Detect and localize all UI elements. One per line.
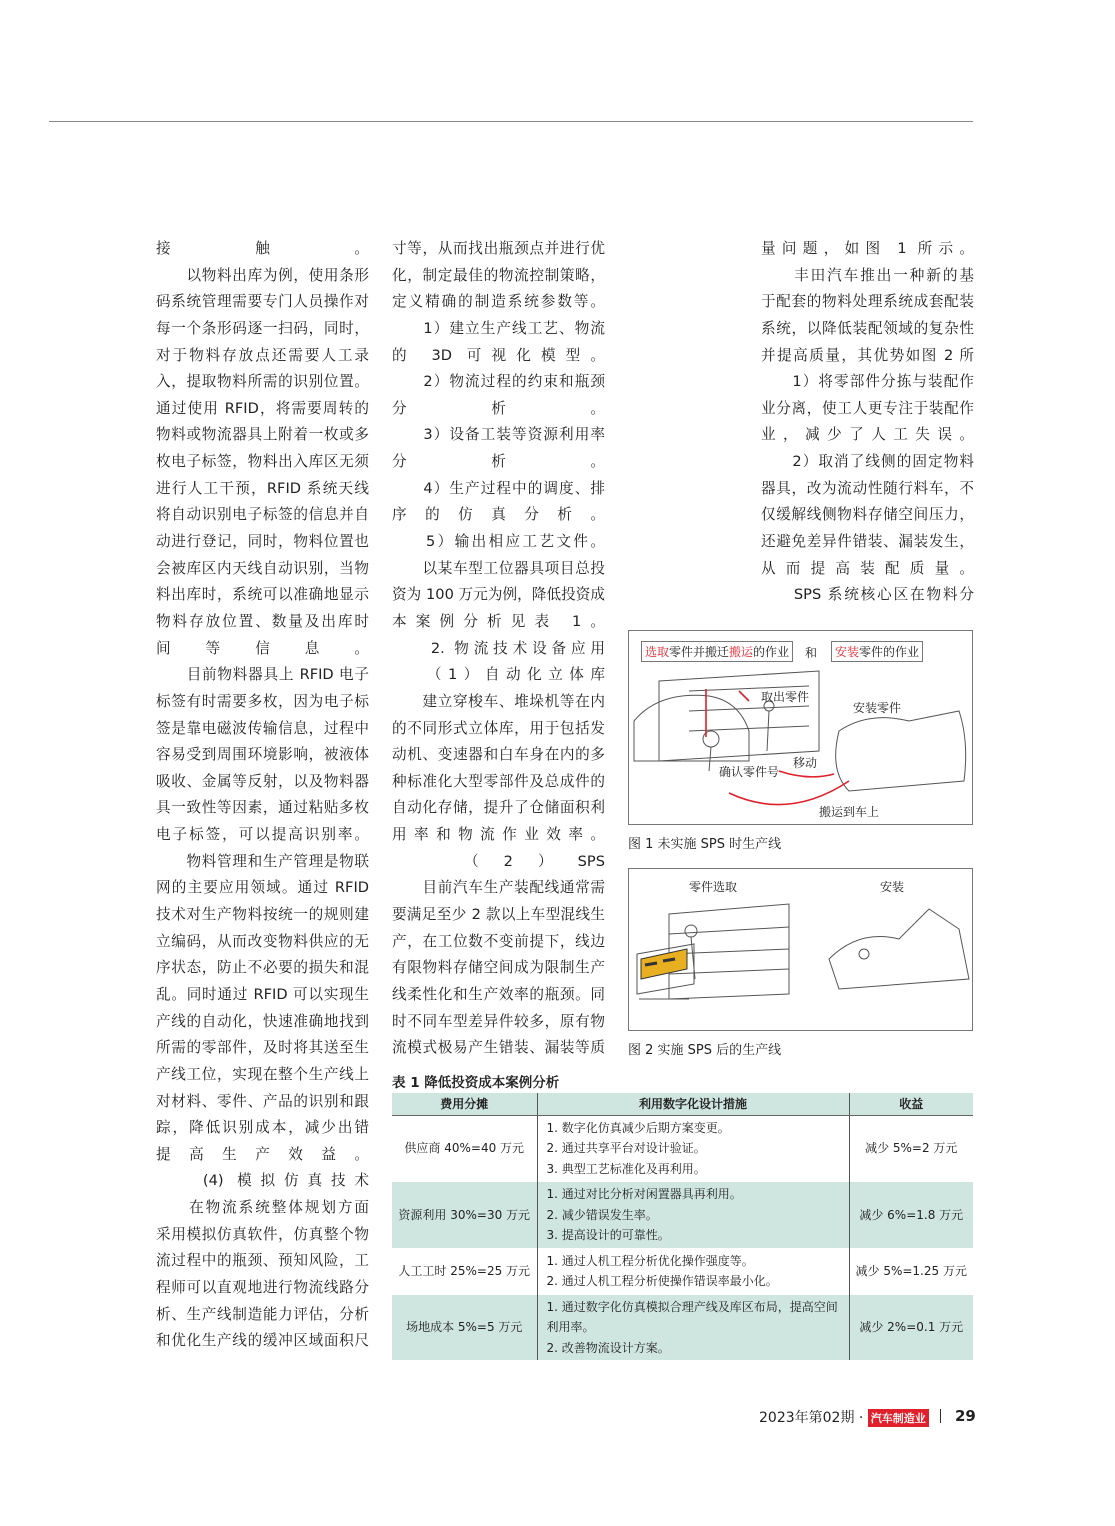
text-line: 对于物料存放点还需要人工录 xyxy=(156,346,369,364)
text-line: 分析。 xyxy=(392,399,605,417)
text-line: 析、生产线制造能力评估，分析 xyxy=(156,1305,369,1323)
text-line: 以某车型工位器具项目总投 xyxy=(392,559,605,577)
text-line: 资为 100 万元为例，降低投资成 xyxy=(392,586,605,604)
text-line: 吸收、金属等反射，以及物料器 xyxy=(156,772,369,790)
text-line: 会被库区内天线自动识别，当物 xyxy=(156,559,369,577)
text-line: 签是靠电磁波传输信息，过程中 xyxy=(156,719,369,737)
text-line: （2）SPS xyxy=(392,852,605,870)
header-cost: 费用分摊 xyxy=(392,1093,537,1115)
text-line: 对材料、零件、产品的识别和跟 xyxy=(156,1092,369,1110)
figure1-tag-select: 选取零件并搬迁搬运的作业 xyxy=(641,641,793,662)
text-line: 间等信息。 xyxy=(156,639,369,657)
header-rule xyxy=(49,121,973,122)
benefit-cell: 减少 5%=2 万元 xyxy=(849,1115,973,1182)
text-line: 2）取消了线侧的固定物料 xyxy=(761,453,974,471)
text-line: 以物料出库为例，使用条形 xyxy=(156,266,369,284)
text-line: 枚电子标签，物料出入库区无须 xyxy=(156,453,369,471)
text-line: 网的主要应用领域。通过 RFID xyxy=(156,879,369,897)
measure-item: 2. 改善物流设计方案。 xyxy=(546,1340,670,1355)
text-line: 接触。 xyxy=(156,240,369,257)
text-line: 于配套的物料处理系统成套配装 xyxy=(761,293,974,311)
text-line: 的不同形式立体库，用于包括发 xyxy=(392,719,605,737)
text-line: 化，制定最佳的物流控制策略， xyxy=(392,266,605,284)
measure-item: 2. 减少错误发生率。 xyxy=(546,1207,658,1222)
label-install-part: 安装零件 xyxy=(853,701,902,715)
measures-cell xyxy=(537,1182,849,1249)
text-line: 技术对生产物料按统一的规则建 xyxy=(156,906,369,924)
text-line: 5）输出相应工艺文件。 xyxy=(392,533,605,551)
label-part-selection: 零件选取 xyxy=(689,880,738,894)
text-line: 仅缓解线侧物料存储空间压力， xyxy=(761,506,974,524)
table-row xyxy=(392,1294,973,1360)
text-line: 动机、变速器和白车身在内的多 xyxy=(392,746,605,764)
cost-cell: 资源利用 30%=30 万元 xyxy=(392,1182,537,1249)
text-line: 业，减少了人工失误。 xyxy=(761,426,974,444)
text-line: 物料存放位置、数量及出库时 xyxy=(156,612,369,630)
measure-item: 1. 通过数字化仿真模拟合理产线及库区布局，提高空间利用率。 xyxy=(546,1299,838,1334)
text-line: 物料管理和生产管理是物联 xyxy=(156,852,369,870)
text-line: 1）建立生产线工艺、物流 xyxy=(392,319,605,337)
text-line: 和优化生产线的缓冲区域面积尺 xyxy=(156,1332,369,1350)
measure-item: 3. 典型工艺标准化及再利用。 xyxy=(546,1161,706,1176)
text-line: 程师可以直观地进行物流线路分 xyxy=(156,1278,369,1296)
text-line: 本案例分析见表 1。 xyxy=(392,612,605,630)
text-line: 物料或物流器具上附着一枚或多 xyxy=(156,426,369,444)
text-line: 用率和物流作业效率。 xyxy=(392,826,605,844)
text-line: 业分离，使工人更专注于装配作 xyxy=(761,399,974,417)
measure-item: 2. 通过人机工程分析使操作错误率最小化。 xyxy=(546,1274,778,1288)
figure2-caption: 图 2 实施 SPS 后的生产线 xyxy=(628,1043,782,1058)
benefit-cell: 减少 2%=0.1 万元 xyxy=(849,1294,973,1360)
text-column-1 xyxy=(156,236,369,1355)
text-line: (4) 模拟仿真技术 xyxy=(156,1172,369,1190)
text-line: 4）生产过程中的调度、排 xyxy=(392,479,605,497)
text-line: 1）将零部件分拣与装配作 xyxy=(761,373,974,391)
measure-item: 1. 通过对比分析对闲置器具再利用。 xyxy=(546,1187,742,1201)
label-move: 移动 xyxy=(793,756,818,770)
table-title: 表 1 降低投资成本案例分析 xyxy=(392,1075,560,1091)
text-line: 量问题，如图 1 所示。 xyxy=(761,240,974,257)
text-line: 线柔性化和生产效率的瓶颈。同 xyxy=(392,985,605,1003)
label-confirm-part-no: 确认零件号 xyxy=(719,765,780,779)
text-line: 进行人工干预，RFID 系统天线 xyxy=(156,479,369,497)
label-take-part: 取出零件 xyxy=(761,690,810,704)
cost-cell: 场地成本 5%=5 万元 xyxy=(392,1294,537,1360)
text-line: 分析。 xyxy=(392,453,605,471)
text-line: 序的仿真分析。 xyxy=(392,506,605,524)
table-row xyxy=(392,1182,973,1249)
header-benefit: 收益 xyxy=(849,1093,973,1115)
measure-item: 2. 通过共享平台对设计验证。 xyxy=(546,1141,706,1155)
text-line: 目前物料器具上 RFID 电子 xyxy=(156,666,369,684)
text-line: 3）设备工装等资源利用率 xyxy=(392,426,605,444)
text-line: 标签有时需要多枚，因为电子标 xyxy=(156,692,369,710)
text-line: 在物流系统整体规划方面 xyxy=(156,1199,369,1217)
text-line: 采用模拟仿真软件，仿真整个物 xyxy=(156,1225,369,1243)
text-line: 提高生产效益。 xyxy=(156,1145,369,1163)
text-line: 流模式极易产生错装、漏装等质 xyxy=(392,1039,605,1057)
measures-cell xyxy=(537,1248,849,1294)
table-row xyxy=(392,1115,973,1182)
text-line: 2）物流过程的约束和瓶颈 xyxy=(392,373,605,391)
measure-item: 1. 数字化仿真减少后期方案变更。 xyxy=(546,1120,730,1135)
cost-analysis-table xyxy=(392,1093,973,1360)
text-line: 所需的零部件，及时将其送至生 xyxy=(156,1039,369,1057)
text-line: 产线工位，实现在整个生产线上 xyxy=(156,1065,369,1083)
text-line: 目前汽车生产装配线通常需 xyxy=(392,879,605,897)
benefit-cell: 减少 5%=1.25 万元 xyxy=(849,1248,973,1294)
text-line: 有限物料存储空间成为限制生产 xyxy=(392,959,605,977)
text-line: 料出库时，系统可以准确地显示 xyxy=(156,586,369,604)
text-line: 时不同车型差异件较多，原有物 xyxy=(392,1012,605,1030)
figure1-tag-install: 安装零件的作业 xyxy=(831,641,923,662)
text-line: 产，在工位数不变前提下，线边 xyxy=(392,932,605,950)
text-line: 动进行登记，同时，物料位置也 xyxy=(156,533,369,551)
measures-cell xyxy=(537,1115,849,1182)
cost-cell: 供应商 40%=40 万元 xyxy=(392,1115,537,1182)
text-line: 寸等，从而找出瓶颈点并进行优 xyxy=(392,240,605,257)
text-line: 并提高质量，其优势如图 2 所 xyxy=(761,346,974,364)
footer-issue: 2023年第02期 · 汽车制造业 xyxy=(759,1407,929,1427)
text-line: 乱。同时通过 RFID 可以实现生 xyxy=(156,985,369,1003)
text-line: 要满足至少 2 款以上车型混线生 xyxy=(392,906,605,924)
text-line: 电子标签，可以提高识别率。 xyxy=(156,826,369,844)
text-line: 入，提取物料所需的识别位置。 xyxy=(156,373,369,391)
text-line: 通过使用 RFID，将需要周转的 xyxy=(156,399,369,417)
header-measures: 利用数字化设计措施 xyxy=(537,1093,849,1115)
text-line: 具一致性等因素，通过粘贴多枚 xyxy=(156,799,369,817)
measure-item: 3. 提高设计的可靠性。 xyxy=(546,1228,670,1242)
text-line: 立编码，从而改变物料供应的无 xyxy=(156,932,369,950)
text-line: SPS 系统核心区在物料分 xyxy=(761,586,974,604)
figure1-and: 和 xyxy=(805,646,818,660)
figure2-illustration xyxy=(629,869,974,1032)
figure1-caption: 图 1 未实施 SPS 时生产线 xyxy=(628,837,782,852)
text-line: 每一个条形码逐一扫码，同时， xyxy=(156,319,369,337)
magazine-logo: 汽车制造业 xyxy=(868,1409,929,1427)
text-line: 还避免差异件错装、漏装发生， xyxy=(761,533,974,551)
text-line: 2. 物流技术设备应用 xyxy=(392,639,605,657)
page-number: 29 xyxy=(955,1407,976,1425)
figure-1 xyxy=(628,630,973,825)
label-install: 安装 xyxy=(880,880,905,894)
figure-2 xyxy=(628,868,973,1031)
text-line: 建立穿梭车、堆垛机等在内 xyxy=(392,692,605,710)
text-line: 容易受到周围环境影响，被液体 xyxy=(156,746,369,764)
label-carry-to-car: 搬运到车上 xyxy=(819,805,880,819)
text-line: 器具，改为流动性随行料车，不 xyxy=(761,479,974,497)
measure-item: 1. 通过人机工程分析优化操作强度等。 xyxy=(546,1253,754,1268)
text-line: 种标准化大型零部件及总成件的 xyxy=(392,772,605,790)
figure1-illustration xyxy=(629,631,974,826)
text-line: 踪，降低识别成本，减少出错 xyxy=(156,1119,369,1137)
text-column-2 xyxy=(392,236,605,1062)
text-line: 系统，以降低装配领域的复杂性 xyxy=(761,319,974,337)
text-line: 序状态，防止不必要的损失和混 xyxy=(156,959,369,977)
text-line: 自动化存储，提升了仓储面积利 xyxy=(392,799,605,817)
cost-cell: 人工工时 25%=25 万元 xyxy=(392,1248,537,1294)
text-line: 的 3D 可视化模型。 xyxy=(392,346,605,364)
text-line: 码系统管理需要专门人员操作对 xyxy=(156,293,369,311)
text-line: 流过程中的瓶颈、预知风险，工 xyxy=(156,1252,369,1270)
text-line: 定义精确的制造系统参数等。 xyxy=(392,293,605,311)
text-line: 产线的自动化，快速准确地找到 xyxy=(156,1012,369,1030)
footer-divider xyxy=(940,1409,941,1423)
text-line: 丰田汽车推出一种新的基 xyxy=(761,266,974,284)
text-line: 从而提高装配质量。 xyxy=(761,559,974,577)
measures-cell xyxy=(537,1294,849,1360)
text-column-3 xyxy=(761,236,974,609)
text-line: （1）自动化立体库 xyxy=(392,666,605,684)
benefit-cell: 减少 6%=1.8 万元 xyxy=(849,1182,973,1249)
text-line: 将自动识别电子标签的信息并自 xyxy=(156,506,369,524)
table-row xyxy=(392,1248,973,1294)
